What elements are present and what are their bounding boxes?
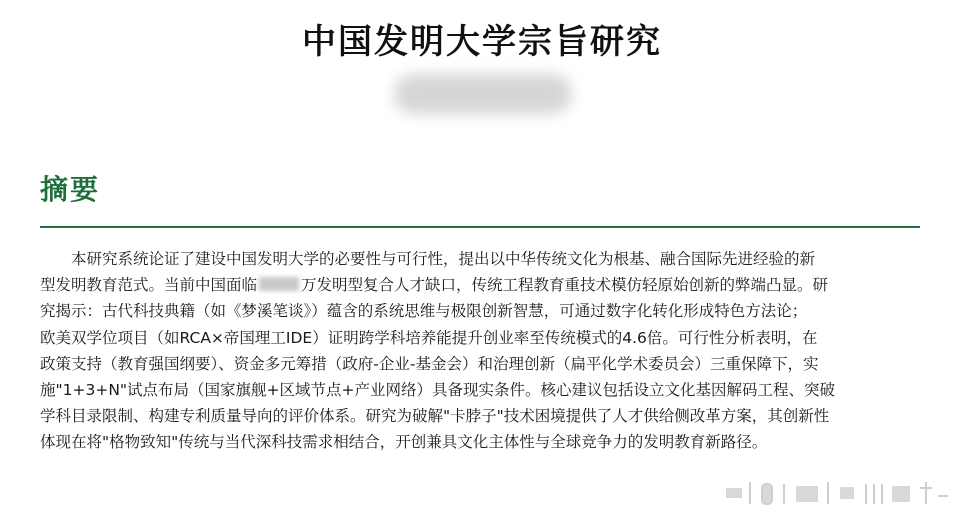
section-divider (40, 226, 920, 228)
abstract-line: 施"1+3+N"试点布局（国家旗舰+区域节点+产业网络）具备现实条件。核心建议包括设立文化基因解码工程、突破 (40, 380, 836, 399)
abstract-line: 体现在将"格物致知"传统与当代深科技需求相结合，开创兼具文化主体性与全球竞争力的发明教育新路径。 (40, 433, 768, 452)
abstract-heading: 摘要 (40, 173, 101, 206)
abstract-line (40, 272, 920, 298)
redacted-number (259, 277, 299, 291)
abstract-line: 学科目录限制、构建专利质量导向的评价体系。研究为破解"卡脖子"技术困境提供了人才供给侧改革方案，其创新性 (40, 407, 830, 426)
document-title: 中国发明大学宗旨研究 (302, 22, 662, 62)
abstract-line: 究揭示：古代科技典籍（如《梦溪笔谈》）蕴含的系统思维与极限创新智慧，可通过数字化转化形成特色方法论； (40, 302, 808, 321)
watermark-logo (722, 478, 952, 508)
abstract-line: 欧美双学位项目（如RCA×帝国理工IDE）证明跨学科培养能提升创业率至传统模式的4.6倍。可行性分析表明，在 (40, 328, 818, 347)
abstract-text-segment: 型发明教育范式。当前中国面临 (40, 276, 258, 295)
abstract-body (40, 246, 920, 456)
abstract-line: 政策支持（教育强国纲要）、资金多元筹措（政府-企业-基金会）和治理创新（扁平化学术委员会）三重保障下，实 (40, 354, 819, 373)
abstract-text-segment: 万发明型复合人才缺口，传统工程教育重技术模仿轻原始创新的弊端凸显。研 (301, 276, 829, 295)
blurred-author-info (394, 74, 572, 114)
abstract-line: 本研究系统论证了建设中国发明大学的必要性与可行性，提出以中华传统文化为根基、融合国际先进经验的新 (71, 250, 816, 268)
